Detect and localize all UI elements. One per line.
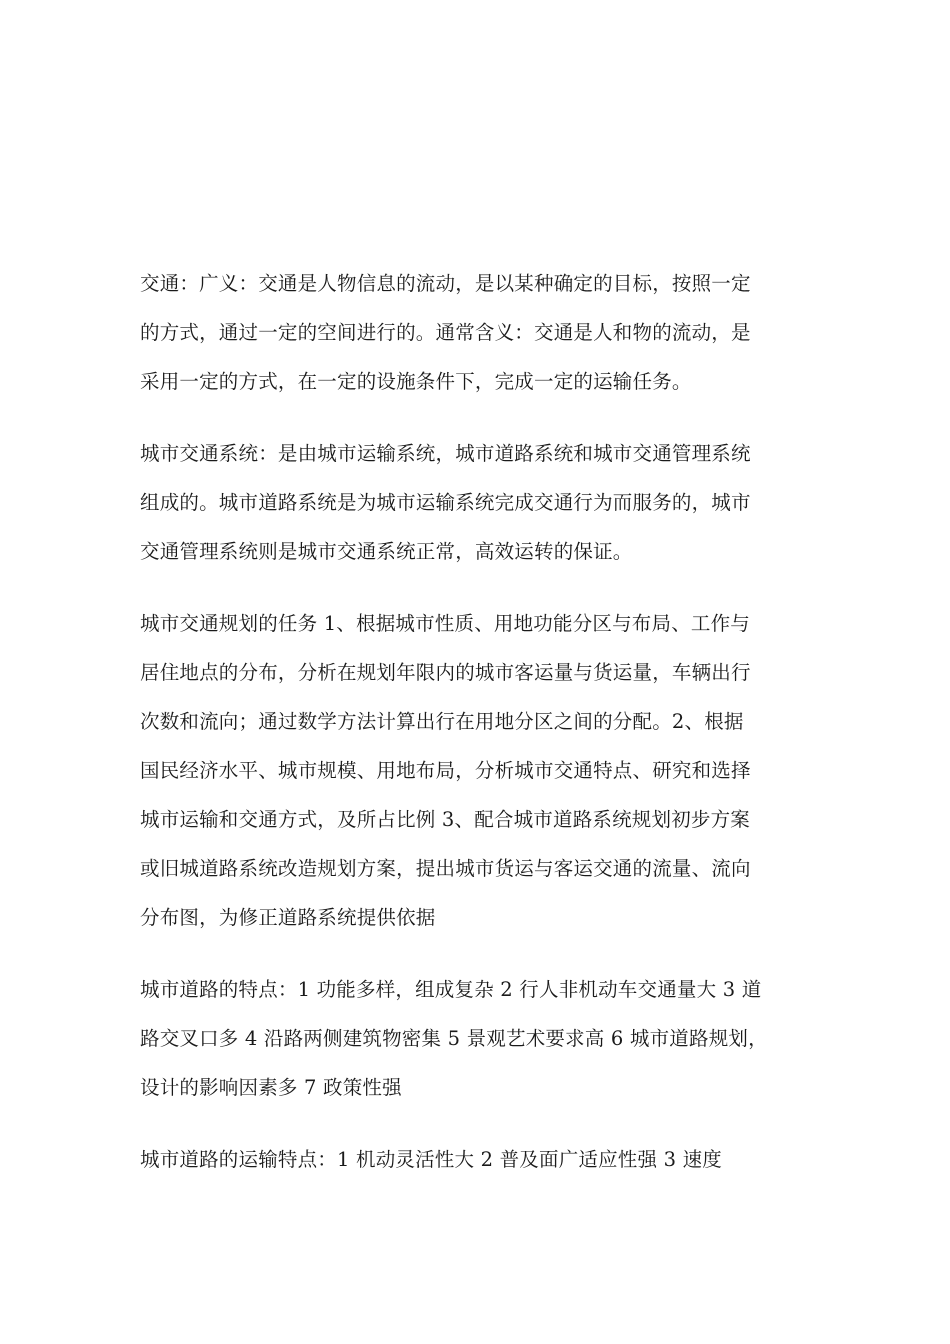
- text-line: 次数和流向；通过数学方法计算出行在用地分区之间的分配。2、根据: [140, 710, 744, 733]
- text-line: 分布图，为修正道路系统提供依据: [140, 906, 436, 929]
- text-line: 组成的。城市道路系统是为城市运输系统完成交通行为而服务的，城市: [140, 491, 751, 514]
- text-line: 城市交通系统：是由城市运输系统，城市道路系统和城市交通管理系统: [140, 442, 751, 465]
- text-line: 采用一定的方式，在一定的设施条件下，完成一定的运输任务。: [140, 370, 692, 393]
- text-line: 城市交通规划的任务 1、根据城市性质、用地功能分区与布局、工作与: [140, 612, 751, 635]
- document-body: [140, 259, 810, 1184]
- text-line: 设计的影响因素多 7 政策性强: [140, 1076, 402, 1099]
- paragraph-road-characteristics: [140, 965, 810, 1112]
- paragraph-road-transport-characteristics: [140, 1135, 810, 1184]
- text-line: 交通：广义：交通是人物信息的流动，是以某种确定的目标，按照一定: [140, 272, 751, 295]
- text-line: 路交叉口多 4 沿路两侧建筑物密集 5 景观艺术要求高 6 城市道路规划，: [140, 1027, 768, 1050]
- paragraph-traffic-definition: [140, 259, 810, 406]
- paragraph-urban-traffic-system: [140, 429, 810, 576]
- text-line: 城市运输和交通方式，及所占比例 3、配合城市道路系统规划初步方案: [140, 808, 751, 831]
- text-line: 的方式，通过一定的空间进行的。通常含义：交通是人和物的流动，是: [140, 321, 751, 344]
- text-line: 或旧城道路系统改造规划方案，提出城市货运与客运交通的流量、流向: [140, 857, 751, 880]
- text-line: 居住地点的分布，分析在规划年限内的城市客运量与货运量，车辆出行: [140, 661, 751, 684]
- text-line: 交通管理系统则是城市交通系统正常，高效运转的保证。: [140, 540, 633, 563]
- text-line: 国民经济水平、城市规模、用地布局，分析城市交通特点、研究和选择: [140, 759, 751, 782]
- text-line: 城市道路的运输特点：1 机动灵活性大 2 普及面广适应性强 3 速度: [140, 1148, 723, 1171]
- text-line: 城市道路的特点：1 功能多样，组成复杂 2 行人非机动车交通量大 3 道: [140, 978, 762, 1001]
- paragraph-traffic-planning-tasks: [140, 599, 810, 942]
